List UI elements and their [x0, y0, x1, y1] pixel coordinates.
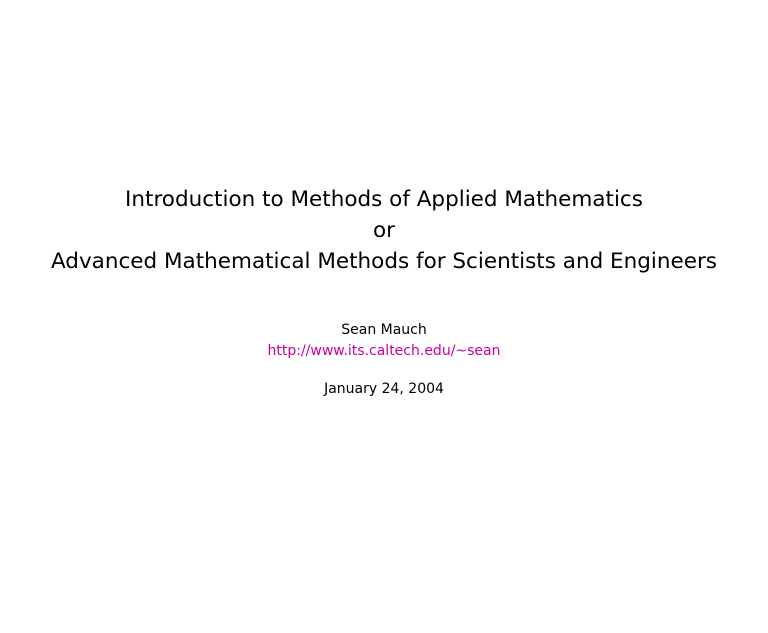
- publication-date: January 24, 2004: [324, 381, 444, 397]
- title-line-main: Introduction to Methods of Applied Mathematics: [125, 187, 643, 212]
- author-name: Sean Mauch: [341, 322, 427, 338]
- title-line-alternate: Advanced Mathematical Methods for Scientists and Engineers: [50, 249, 718, 274]
- title-line-or: or: [373, 218, 395, 243]
- document-title: [0, 184, 768, 277]
- author-info: [0, 320, 768, 400]
- author-homepage-link[interactable]: http://www.its.caltech.edu/~sean: [267, 343, 501, 359]
